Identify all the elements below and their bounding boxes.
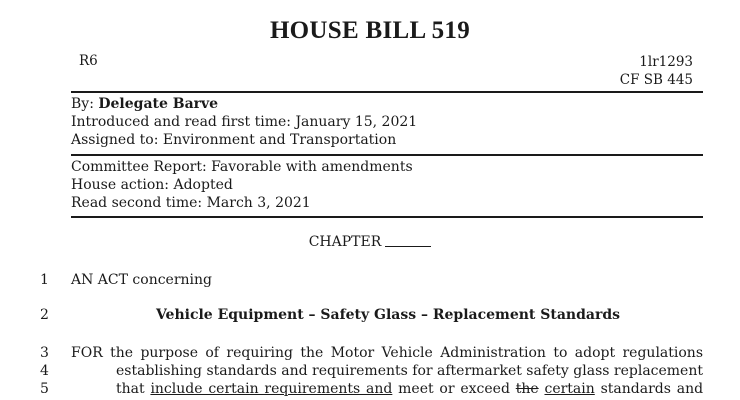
- divider-top: [71, 91, 703, 93]
- assigned-line: Assigned to: Environment and Transportation: [71, 132, 397, 148]
- purpose-line-1: FOR the purpose of requiring the Motor Vehicle Administration to adopt regulations: [71, 345, 703, 361]
- second-reading-line: Read second time: March 3, 2021: [71, 195, 311, 211]
- purpose-line-3: [116, 381, 703, 397]
- committee-block: [71, 158, 413, 212]
- bill-subject-code: R6: [79, 53, 98, 69]
- inserted-word: certain: [544, 381, 595, 397]
- sponsor-name: Delegate Barve: [98, 96, 219, 112]
- sponsor-line: [71, 95, 417, 113]
- chapter-blank: [385, 246, 431, 247]
- purpose-phrase: meet or exceed: [398, 381, 510, 397]
- line-number: 4: [40, 363, 49, 379]
- act-concerning: AN ACT concerning: [71, 272, 212, 288]
- bill-title: HOUSE BILL 519: [269, 17, 471, 44]
- cross-file-number: CF SB 445: [619, 72, 693, 88]
- chapter-heading: [0, 234, 740, 250]
- sponsor-label: By:: [71, 96, 94, 112]
- stricken-text: the: [515, 381, 539, 397]
- inserted-text: include certain requirements and: [150, 381, 393, 397]
- chapter-label: CHAPTER: [308, 234, 382, 250]
- line-number: 1: [40, 272, 49, 288]
- bill-subject-heading: Vehicle Equipment – Safety Glass – Replacement Standards: [155, 307, 621, 323]
- introduced-line: Introduced and read first time: January 15, 2021: [71, 114, 418, 130]
- line-number: 5: [40, 381, 49, 397]
- line-number: 3: [40, 345, 49, 361]
- committee-report-line: Committee Report: Favorable with amendments: [71, 159, 413, 175]
- house-action-line: House action: Adopted: [71, 177, 233, 193]
- bill-file-codes: [620, 53, 693, 89]
- purpose-phrase-end: standards and: [600, 381, 704, 397]
- line-number: 2: [40, 307, 49, 323]
- bill-draft-number: 1lr1293: [639, 54, 693, 70]
- purpose-word: that: [116, 381, 145, 397]
- divider-bottom: [71, 216, 703, 218]
- divider-middle: [71, 154, 703, 156]
- purpose-line-2: establishing standards and requirements for aftermarket safety glass replacement: [116, 363, 703, 379]
- sponsor-block: [71, 95, 417, 149]
